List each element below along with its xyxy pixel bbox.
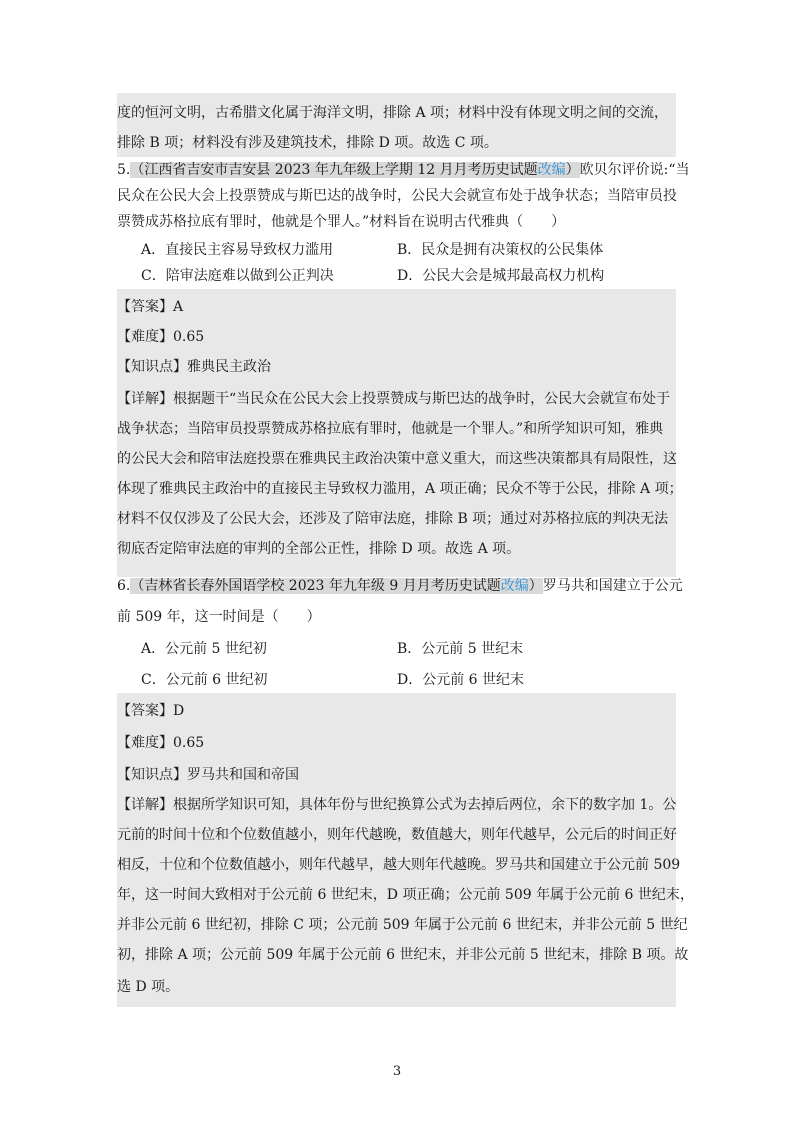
detail-line: 材料不仅仅涉及了公民大会，还涉及了陪审法庭，排除 B 项；通过对苏格拉底的判决无法 xyxy=(117,511,669,527)
detail-line: 度的恒河文明，古希腊文化属于海洋文明，排除 A 项；材料中没有体现文明之间的交流， xyxy=(117,105,669,121)
question-source: （吉林省长春外国语学校 2023 年九年级 9 月月考历史试题改编） xyxy=(130,578,543,594)
detail-line: 相反，十位和个位数值越小，则年代越早，越大则年代越晚。罗马共和国建立于公元前 509 xyxy=(117,857,681,873)
q6-option-d: D．公元前 6 世纪末 xyxy=(397,672,525,688)
detail-line: 【详解】根据所学知识可知，具体年份与世纪换算公式为去掉后两位，余下的数字加 1。公 xyxy=(117,797,677,813)
previous-detail-block xyxy=(117,93,676,157)
q6-option-b: B．公元前 5 世纪末 xyxy=(397,641,524,657)
question-6-stem-line2: 前 509 年，这一时间是（ ） xyxy=(117,609,321,625)
detail-line: 【详解】根据题干“当民众在公民大会上投票赞成与斯巴达的战争时，公民大会就宣布处于 xyxy=(117,391,671,407)
detail-line: 彻底否定陪审法庭的审判的全部公正性，排除 D 项。故选 A 项。 xyxy=(117,541,521,557)
detail-line: 元前的时间十位和个位数值越小，则年代越晚，数值越大，则年代越早，公元后的时间正好 xyxy=(117,827,677,843)
q6-answer-block xyxy=(117,693,694,1007)
detail-line: 战争状态；当陪审员投票赞成苏格拉底有罪时，他就是一个罪人。”和所学知识可知，雅典 xyxy=(117,421,664,437)
detail-line: 年，这一时间大致相对于公元前 6 世纪末，D 项正确；公元前 509 年属于公元前 6 世纪末， xyxy=(117,887,694,903)
q5-option-b: B．民众是拥有决策权的公民集体 xyxy=(397,242,604,258)
difficulty-label: 【难度】0.65 xyxy=(117,735,205,751)
detail-line: 选 D 项。 xyxy=(117,979,180,995)
detail-line: 的公民大会和陪审法庭投票在雅典民主政治决策中意义重大，而这些决策都具有局限性，这 xyxy=(117,451,677,467)
edit-link[interactable]: 改编 xyxy=(500,578,529,594)
detail-line: 排除 B 项；材料没有涉及建筑技术，排除 D 项。故选 C 项。 xyxy=(117,135,498,151)
q5-option-a: A．直接民主容易导致权力滥用 xyxy=(141,242,334,258)
question-source: （江西省吉安市吉安县 2023 年九年级上学期 12 月月考历史试题改编） xyxy=(130,162,580,178)
q5-option-d: D．公民大会是城邦最高权力机构 xyxy=(397,268,605,284)
difficulty-label: 【难度】0.65 xyxy=(117,329,205,345)
knowledge-point-label: 【知识点】罗马共和国和帝国 xyxy=(117,767,299,783)
detail-line: 并非公元前 6 世纪初，排除 C 项；公元前 509 年属于公元前 6 世纪末，并非公元前 5 世纪 xyxy=(117,917,688,933)
detail-line: 初，排除 A 项；公元前 509 年属于公元前 6 世纪末，并非公元前 5 世纪末，排除 B 项。故 xyxy=(117,947,689,963)
detail-line: 体现了雅典民主政治中的直接民主导致权力滥用，A 项正确；民众不等于公民，排除 A 项； xyxy=(117,481,683,497)
q6-option-c: C．公元前 6 世纪初 xyxy=(141,672,268,688)
page-number: 3 xyxy=(392,1064,402,1079)
question-5-stem-line2: 民众在公民大会上投票赞成与斯巴达的战争时，公民大会就宣布处于战争状态；当陪审员投 xyxy=(117,188,677,204)
question-6-stem-line1: 6.（吉林省长春外国语学校 2023 年九年级 9 月月考历史试题改编）罗马共和国建立于公元 xyxy=(117,578,683,594)
q5-option-c: C．陪审法庭难以做到公正判决 xyxy=(141,268,334,284)
edit-link[interactable]: 改编 xyxy=(537,162,566,178)
q6-option-a: A．公元前 5 世纪初 xyxy=(141,641,267,657)
answer-label: 【答案】A xyxy=(117,299,184,315)
question-5-stem-line1: 5.（江西省吉安市吉安县 2023 年九年级上学期 12 月月考历史试题改编）欧贝尔评价说:“当 xyxy=(117,162,690,178)
question-5-stem-line3: 票赞成苏格拉底有罪时，他就是个罪人。”材料旨在说明古代雅典（ ） xyxy=(117,214,566,230)
question-number: 6. xyxy=(117,578,131,594)
question-number: 5. xyxy=(117,162,131,178)
answer-label: 【答案】D xyxy=(117,703,185,719)
knowledge-point-label: 【知识点】雅典民主政治 xyxy=(117,359,271,375)
q5-answer-block xyxy=(117,289,683,577)
